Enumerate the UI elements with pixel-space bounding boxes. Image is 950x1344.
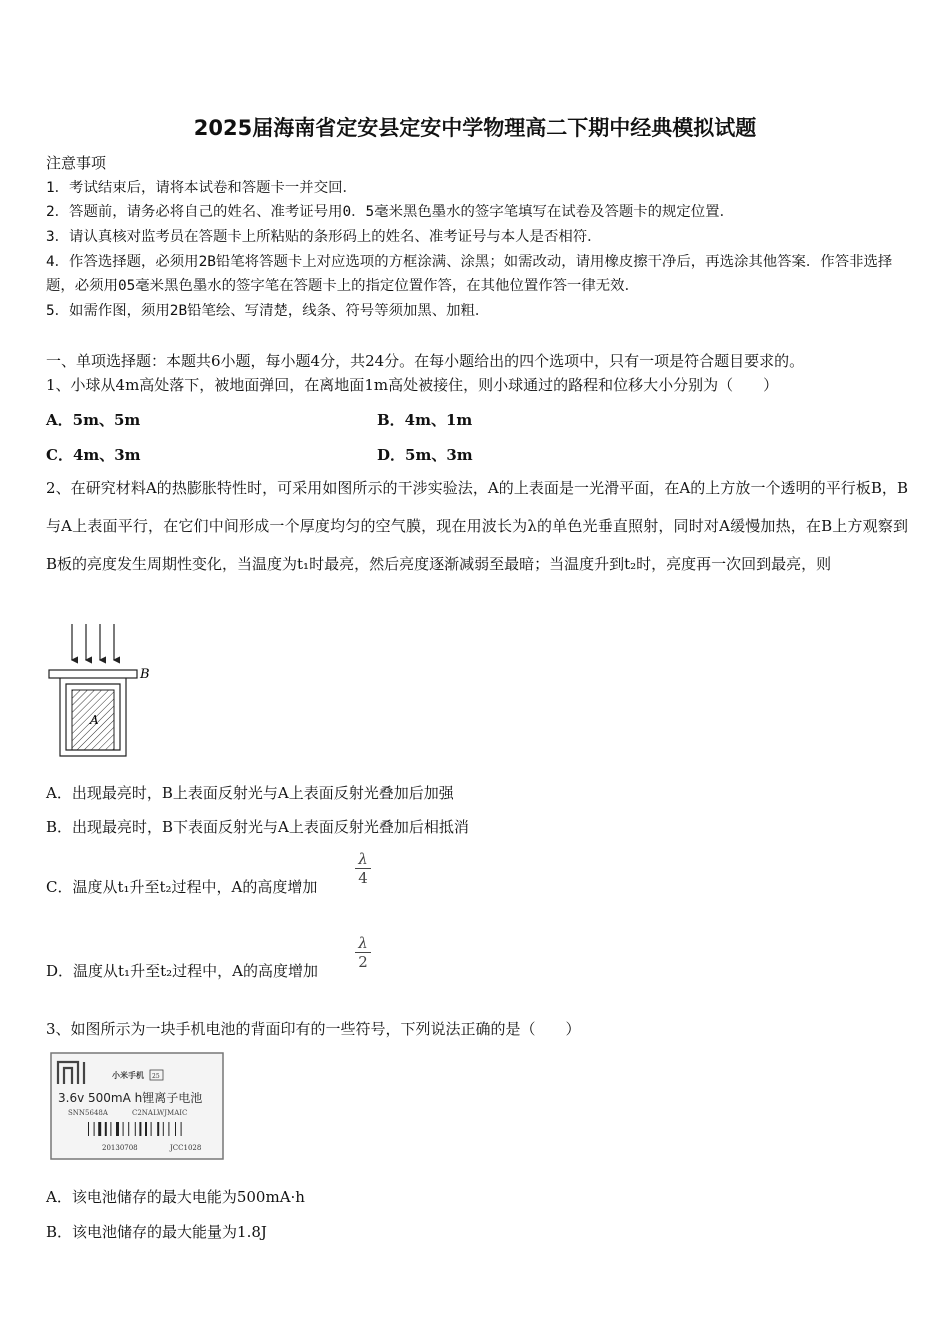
- q1-option-d: D．5m、3m: [377, 446, 473, 464]
- fraction-lambda-over-2: [355, 934, 371, 971]
- q1-option-c: C．4m、3m: [46, 446, 141, 464]
- q2-option-d: D．温度从t₁升至t₂过程中，A的高度增加: [46, 962, 318, 980]
- barcode-bar: [135, 1122, 136, 1136]
- battery-serial: JCC1028: [170, 1144, 202, 1152]
- section-heading: 一、单项选择题：本题共6小题，每小题4分，共24分。在每小题给出的四个选项中，只有一项是符合题目要求的。: [46, 352, 805, 370]
- notice-item: 5．如需作图，须用2B铅笔绘、写清楚，线条、符号等须加黑、加粗．: [46, 303, 490, 319]
- interference-apparatus-figure: [44, 620, 164, 760]
- q1-option-b: B．4m、1m: [377, 411, 473, 429]
- battery-code1: SNN5648A: [68, 1109, 108, 1117]
- battery-spec: 3.6v 500mA h锂离子电池: [58, 1091, 203, 1105]
- barcode-bar: [116, 1122, 119, 1136]
- barcode-bar: [110, 1122, 111, 1136]
- barcode-bar: [145, 1122, 147, 1136]
- fraction-lambda-over-4: [355, 850, 371, 887]
- fraction-numerator: λ: [358, 850, 368, 868]
- q3-option-b: B．该电池储存的最大能量为1.8J: [46, 1223, 267, 1241]
- q1-stem: 1、小球从4m高处落下，被地面弹回，在离地面1m高处被接住，则小球通过的路程和位移大小分别为（ ）: [46, 376, 779, 394]
- fraction-denominator: 4: [358, 869, 368, 887]
- barcode-bar: [88, 1122, 89, 1136]
- q2-option-c: C．温度从t₁升至t₂过程中，A的高度增加: [46, 878, 318, 896]
- q2-option-b: B．出现最亮时，B下表面反射光与A上表面反射光叠加后相抵消: [46, 818, 469, 836]
- battery-brand: 小米手机: [112, 1070, 144, 1080]
- fraction-numerator: λ: [358, 934, 368, 952]
- notice-item: 4．作答选择题，必须用2B铅笔将答题卡上对应选项的方框涂满、涂黑；如需改动，请用橡皮擦干净后，再选涂其他答案．作答非选择题，必须用05毫米黑色墨水的签字笔在答题卡上的指定位置作答，在其他位置作答一律无效．: [46, 254, 893, 294]
- barcode-bar: [181, 1122, 182, 1136]
- barcode-bar: [139, 1122, 141, 1136]
- notice-item: 2．答题前，请务必将自己的姓名、准考证号用0．5毫米黑色墨水的签字笔填写在试卷及答题卡的规定位置．: [46, 204, 734, 220]
- q1-option-a: A．5m、5m: [46, 411, 141, 429]
- barcode-bar: [151, 1122, 152, 1136]
- q3-option-a: A．该电池储存的最大电能为500mA·h: [46, 1188, 305, 1206]
- page-title: 2025届海南省定安县定安中学物理高二下期中经典模拟试题: [193, 116, 757, 140]
- q2-stem: 2、在研究材料A的热膨胀特性时，可采用如图所示的干涉实验法，A的上表面是一光滑平面，在A的上方放一个透明的平行板B，B与A上表面平行，在它们中间形成一个厚度均匀的空气膜，现在用波长为λ的单色光垂直照射，同时对A缓慢加热，在B上方观察到B板的亮度发生周期性变化，当温度为t₁时最亮，然后亮度逐渐减弱至最暗；当温度升到t₂时，亮度再一次回到最亮，则: [46, 479, 908, 573]
- barcode-bar: [98, 1122, 101, 1136]
- battery-badge: 25: [152, 1073, 160, 1080]
- q2-option-a: A．出现最亮时，B上表面反射光与A上表面反射光叠加后加强: [46, 784, 454, 802]
- light-arrows: [72, 624, 114, 660]
- fraction-denominator: 2: [358, 953, 368, 971]
- barcode-bar: [128, 1122, 129, 1136]
- battery-label-figure: [50, 1052, 226, 1162]
- barcode-bar: [168, 1122, 169, 1136]
- battery-code2: C2NALWJMAIC: [132, 1109, 188, 1117]
- barcode-bar: [157, 1122, 159, 1136]
- barcode-bar: [175, 1122, 176, 1136]
- barcode-bar: [105, 1122, 107, 1136]
- barcode-bar: [163, 1122, 164, 1136]
- q3-stem: 3、如图所示为一块手机电池的背面印有的一些符号，下列说法正确的是（ ）: [46, 1020, 581, 1038]
- plate-b: [49, 670, 137, 678]
- notice-item: 1．考试结束后，请将本试卷和答题卡一并交回．: [46, 180, 357, 196]
- barcode-bar: [123, 1122, 124, 1136]
- notice-item: 3．请认真核对监考员在答题卡上所粘贴的条形码上的姓名、准考证号与本人是否相符．: [46, 229, 602, 245]
- barcode-bar: [94, 1122, 95, 1136]
- notice-heading: 注意事项: [46, 154, 107, 172]
- label-b: B: [140, 667, 150, 682]
- battery-date: 20130708: [102, 1144, 138, 1152]
- label-a: A: [90, 713, 99, 727]
